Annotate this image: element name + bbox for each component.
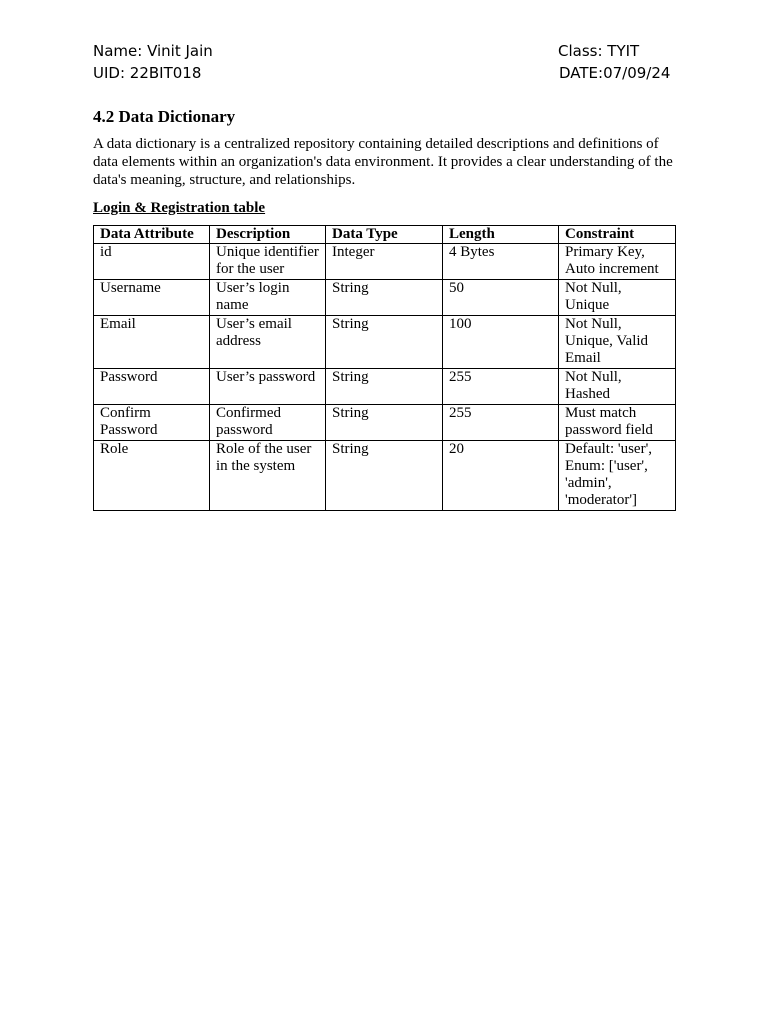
section-title: 4.2 Data Dictionary bbox=[93, 107, 236, 126]
table-cell: Confirm Password bbox=[94, 405, 210, 441]
table-cell: Role of the user in the system bbox=[210, 441, 326, 511]
column-header: Constraint bbox=[559, 226, 676, 244]
table-row bbox=[94, 316, 676, 369]
table-cell: 100 bbox=[443, 316, 559, 369]
table-cell: id bbox=[94, 244, 210, 280]
table-row bbox=[94, 405, 676, 441]
table-cell: 20 bbox=[443, 441, 559, 511]
header-row-2 bbox=[93, 62, 675, 84]
header-row-1 bbox=[93, 40, 675, 62]
table-cell: User’s password bbox=[210, 369, 326, 405]
table-cell: Username bbox=[94, 280, 210, 316]
table-cell: User’s email address bbox=[210, 316, 326, 369]
table-cell: 4 Bytes bbox=[443, 244, 559, 280]
table-cell: String bbox=[326, 369, 443, 405]
student-name: Name: Vinit Jain bbox=[93, 42, 213, 60]
column-header: Length bbox=[443, 226, 559, 244]
table-cell: String bbox=[326, 441, 443, 511]
table-cell: Role bbox=[94, 441, 210, 511]
data-dictionary-table bbox=[93, 225, 676, 511]
column-header: Description bbox=[210, 226, 326, 244]
table-caption: Login & Registration table bbox=[93, 200, 266, 216]
student-class: Class: TYIT bbox=[558, 42, 640, 60]
table-cell: Integer bbox=[326, 244, 443, 280]
table-cell: User’s login name bbox=[210, 280, 326, 316]
table-cell: Not Null, Unique, Valid Email bbox=[559, 316, 676, 369]
table-cell: Not Null, Unique bbox=[559, 280, 676, 316]
table-cell: Primary Key, Auto increment bbox=[559, 244, 676, 280]
table-header-row bbox=[94, 226, 676, 244]
table-cell: Unique identifier for the user bbox=[210, 244, 326, 280]
table-cell: Must match password field bbox=[559, 405, 676, 441]
table-row bbox=[94, 441, 676, 511]
table-cell: Confirmed password bbox=[210, 405, 326, 441]
table-cell: Email bbox=[94, 316, 210, 369]
table-row bbox=[94, 244, 676, 280]
column-header: Data Type bbox=[326, 226, 443, 244]
table-cell: String bbox=[326, 405, 443, 441]
table-row bbox=[94, 369, 676, 405]
table-cell: String bbox=[326, 280, 443, 316]
table-row bbox=[94, 280, 676, 316]
column-header: Data Attribute bbox=[94, 226, 210, 244]
table-cell: 255 bbox=[443, 369, 559, 405]
document-date: DATE:07/09/24 bbox=[559, 64, 671, 82]
document-page bbox=[93, 40, 675, 511]
table-cell: Not Null, Hashed bbox=[559, 369, 676, 405]
table-cell: String bbox=[326, 316, 443, 369]
table-cell: 50 bbox=[443, 280, 559, 316]
intro-paragraph: A data dictionary is a centralized repository containing detailed descriptions and definitions of data elements within an organization's data environment. It provides a clear understanding of the data's meaning, structure, and relationships. bbox=[93, 136, 673, 188]
table-cell: Password bbox=[94, 369, 210, 405]
table-cell: Default: 'user', Enum: ['user', 'admin', 'moderator'] bbox=[559, 441, 676, 511]
table-cell: 255 bbox=[443, 405, 559, 441]
student-uid: UID: 22BIT018 bbox=[93, 64, 202, 82]
